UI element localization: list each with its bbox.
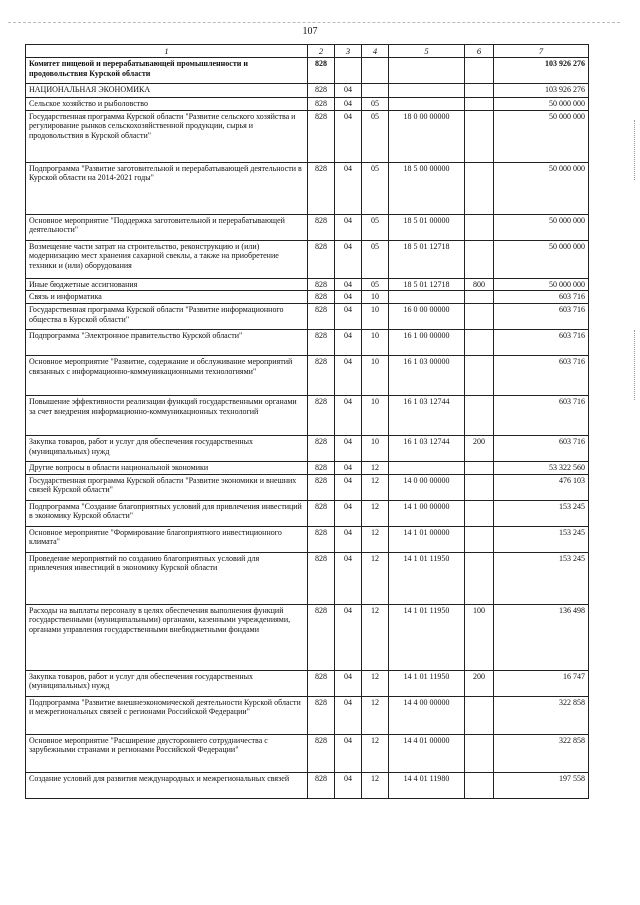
section-code-cell: 04 bbox=[335, 303, 362, 329]
expense-type-cell bbox=[465, 500, 494, 526]
amount-cell: 476 103 bbox=[494, 474, 589, 500]
table-row bbox=[26, 474, 589, 500]
expense-type-cell bbox=[465, 84, 494, 98]
target-article-cell: 14 4 01 00000 bbox=[389, 734, 465, 772]
admin-code-cell: 828 bbox=[308, 110, 335, 162]
column-header: 6 bbox=[465, 45, 494, 58]
subsection-code-cell: 12 bbox=[362, 734, 389, 772]
amount-cell: 153 245 bbox=[494, 526, 589, 552]
expense-type-cell bbox=[465, 461, 494, 474]
expense-type-cell bbox=[465, 696, 494, 734]
table-row bbox=[26, 84, 589, 98]
table-row bbox=[26, 734, 589, 772]
column-header: 5 bbox=[389, 45, 465, 58]
column-header: 1 bbox=[26, 45, 308, 58]
expense-type-cell: 200 bbox=[465, 435, 494, 461]
admin-code-cell: 828 bbox=[308, 604, 335, 670]
row-name-cell: Проведение мероприятий по созданию благоприятных условий для привлечения инвестиций в экономику Курской области bbox=[26, 552, 308, 604]
amount-cell: 50 000 000 bbox=[494, 240, 589, 278]
row-name-cell: Государственная программа Курской области "Развитие экономики и внешних связей Курской области" bbox=[26, 474, 308, 500]
budget-table bbox=[25, 44, 589, 799]
target-article-cell bbox=[389, 461, 465, 474]
row-name-cell: Расходы на выплаты персоналу в целях обеспечения выполнения функций государственными (муниципальными) органами, казенными учреждениями, органами управления государственными внебюджетными фондами bbox=[26, 604, 308, 670]
target-article-cell: 14 0 00 00000 bbox=[389, 474, 465, 500]
amount-cell: 16 747 bbox=[494, 670, 589, 696]
expense-type-cell bbox=[465, 240, 494, 278]
expense-type-cell bbox=[465, 58, 494, 84]
subsection-code-cell: 05 bbox=[362, 240, 389, 278]
column-header: 3 bbox=[335, 45, 362, 58]
subsection-code-cell: 05 bbox=[362, 110, 389, 162]
section-code-cell: 04 bbox=[335, 500, 362, 526]
target-article-cell: 16 0 00 00000 bbox=[389, 303, 465, 329]
amount-cell: 50 000 000 bbox=[494, 98, 589, 111]
table-row bbox=[26, 772, 589, 798]
amount-cell: 197 558 bbox=[494, 772, 589, 798]
target-article-cell: 18 5 01 12718 bbox=[389, 240, 465, 278]
column-header: 2 bbox=[308, 45, 335, 58]
row-name-cell: Иные бюджетные ассигнования bbox=[26, 278, 308, 291]
target-article-cell: 16 1 03 12744 bbox=[389, 395, 465, 435]
target-article-cell bbox=[389, 84, 465, 98]
target-article-cell: 14 4 01 11980 bbox=[389, 772, 465, 798]
expense-type-cell bbox=[465, 734, 494, 772]
row-name-cell: Сельское хозяйство и рыболовство bbox=[26, 98, 308, 111]
amount-cell: 50 000 000 bbox=[494, 214, 589, 240]
admin-code-cell: 828 bbox=[308, 303, 335, 329]
subsection-code-cell: 10 bbox=[362, 291, 389, 304]
section-code-cell: 04 bbox=[335, 395, 362, 435]
page-number: 107 bbox=[302, 26, 318, 37]
target-article-cell: 16 1 03 00000 bbox=[389, 355, 465, 395]
expense-type-cell bbox=[465, 526, 494, 552]
section-code-cell: 04 bbox=[335, 214, 362, 240]
table-row bbox=[26, 110, 589, 162]
expense-type-cell bbox=[465, 355, 494, 395]
row-name-cell: Подпрограмма "Электронное правительство Курской области" bbox=[26, 329, 308, 355]
row-name-cell: Связь и информатика bbox=[26, 291, 308, 304]
target-article-cell: 14 1 01 00000 bbox=[389, 526, 465, 552]
admin-code-cell: 828 bbox=[308, 435, 335, 461]
section-code-cell: 04 bbox=[335, 552, 362, 604]
target-article-cell: 14 1 01 11950 bbox=[389, 604, 465, 670]
table-row bbox=[26, 552, 589, 604]
admin-code-cell: 828 bbox=[308, 84, 335, 98]
section-code-cell: 04 bbox=[335, 604, 362, 670]
admin-code-cell: 828 bbox=[308, 214, 335, 240]
row-name-cell: Создание условий для развития международных и межрегиональных связей bbox=[26, 772, 308, 798]
table-row bbox=[26, 670, 589, 696]
column-header: 7 bbox=[494, 45, 589, 58]
target-article-cell: 16 1 00 00000 bbox=[389, 329, 465, 355]
subsection-code-cell: 10 bbox=[362, 395, 389, 435]
amount-cell: 603 716 bbox=[494, 291, 589, 304]
admin-code-cell: 828 bbox=[308, 395, 335, 435]
table-row bbox=[26, 291, 589, 304]
target-article-cell: 16 1 03 12744 bbox=[389, 435, 465, 461]
expense-type-cell bbox=[465, 162, 494, 214]
subsection-code-cell: 10 bbox=[362, 435, 389, 461]
row-name-cell: Закупка товаров, работ и услуг для обеспечения государственных (муниципальных) нужд bbox=[26, 670, 308, 696]
subsection-code-cell: 12 bbox=[362, 526, 389, 552]
subsection-code-cell: 12 bbox=[362, 552, 389, 604]
admin-code-cell: 828 bbox=[308, 278, 335, 291]
table-row bbox=[26, 329, 589, 355]
admin-code-cell: 828 bbox=[308, 162, 335, 214]
table-row bbox=[26, 278, 589, 291]
row-name-cell: Другие вопросы в области национальной экономики bbox=[26, 461, 308, 474]
row-name-cell: Основное мероприятие "Расширение двустороннего сотрудничества с зарубежными странами и регионами Российской Федерации" bbox=[26, 734, 308, 772]
subsection-code-cell: 12 bbox=[362, 474, 389, 500]
amount-cell: 322 858 bbox=[494, 734, 589, 772]
amount-cell: 603 716 bbox=[494, 303, 589, 329]
amount-cell: 153 245 bbox=[494, 552, 589, 604]
row-name-cell: Комитет пищевой и перерабатывающей промышленности и продовольствия Курской области bbox=[26, 58, 308, 84]
expense-type-cell bbox=[465, 772, 494, 798]
table-row bbox=[26, 435, 589, 461]
admin-code-cell: 828 bbox=[308, 474, 335, 500]
table-row bbox=[26, 98, 589, 111]
section-code-cell: 04 bbox=[335, 291, 362, 304]
expense-type-cell bbox=[465, 395, 494, 435]
section-code-cell: 04 bbox=[335, 526, 362, 552]
target-article-cell bbox=[389, 58, 465, 84]
admin-code-cell: 828 bbox=[308, 355, 335, 395]
target-article-cell: 18 5 01 12718 bbox=[389, 278, 465, 291]
row-name-cell: Повышение эффективности реализации функций государственными органами за счет внедрения информационно-коммуникационных технологий bbox=[26, 395, 308, 435]
amount-cell: 103 926 276 bbox=[494, 84, 589, 98]
section-code-cell: 04 bbox=[335, 278, 362, 291]
table-row bbox=[26, 696, 589, 734]
subsection-code-cell: 10 bbox=[362, 329, 389, 355]
section-code-cell: 04 bbox=[335, 670, 362, 696]
table-row bbox=[26, 526, 589, 552]
column-header: 4 bbox=[362, 45, 389, 58]
section-code-cell: 04 bbox=[335, 240, 362, 278]
section-code-cell: 04 bbox=[335, 98, 362, 111]
row-name-cell: Подпрограмма "Развитие заготовительной и перерабатывающей деятельности в Курской области на 2014-2021 годы" bbox=[26, 162, 308, 214]
admin-code-cell: 828 bbox=[308, 552, 335, 604]
expense-type-cell bbox=[465, 110, 494, 162]
amount-cell: 322 858 bbox=[494, 696, 589, 734]
row-name-cell: Закупка товаров, работ и услуг для обеспечения государственных (муниципальных) нужд bbox=[26, 435, 308, 461]
target-article-cell: 18 0 00 00000 bbox=[389, 110, 465, 162]
amount-cell: 53 322 560 bbox=[494, 461, 589, 474]
subsection-code-cell: 12 bbox=[362, 772, 389, 798]
subsection-code-cell: 12 bbox=[362, 500, 389, 526]
table-row bbox=[26, 303, 589, 329]
row-name-cell: НАЦИОНАЛЬНАЯ ЭКОНОМИКА bbox=[26, 84, 308, 98]
expense-type-cell: 200 bbox=[465, 670, 494, 696]
subsection-code-cell bbox=[362, 84, 389, 98]
section-code-cell: 04 bbox=[335, 329, 362, 355]
section-code-cell: 04 bbox=[335, 696, 362, 734]
amount-cell: 603 716 bbox=[494, 435, 589, 461]
amount-cell: 603 716 bbox=[494, 329, 589, 355]
table-row bbox=[26, 500, 589, 526]
expense-type-cell bbox=[465, 98, 494, 111]
section-code-cell: 04 bbox=[335, 474, 362, 500]
subsection-code-cell: 12 bbox=[362, 696, 389, 734]
target-article-cell: 18 5 01 00000 bbox=[389, 214, 465, 240]
amount-cell: 103 926 276 bbox=[494, 58, 589, 84]
row-name-cell: Государственная программа Курской области "Развитие сельского хозяйства и регулирование рынков сельскохозяйственной продукции, сырья и продовольствия в Курской области" bbox=[26, 110, 308, 162]
table-row bbox=[26, 162, 589, 214]
table-row bbox=[26, 395, 589, 435]
row-name-cell: Основное мероприятие "Развитие, содержание и обслуживание мероприятий связанных с информационно-коммуникационными технологиями" bbox=[26, 355, 308, 395]
expense-type-cell bbox=[465, 291, 494, 304]
amount-cell: 136 498 bbox=[494, 604, 589, 670]
admin-code-cell: 828 bbox=[308, 772, 335, 798]
target-article-cell: 18 5 00 00000 bbox=[389, 162, 465, 214]
admin-code-cell: 828 bbox=[308, 696, 335, 734]
target-article-cell: 14 1 00 00000 bbox=[389, 500, 465, 526]
admin-code-cell: 828 bbox=[308, 329, 335, 355]
target-article-cell bbox=[389, 291, 465, 304]
row-name-cell: Основное мероприятие "Формирование благоприятного инвестиционного климата" bbox=[26, 526, 308, 552]
table-row bbox=[26, 240, 589, 278]
amount-cell: 603 716 bbox=[494, 355, 589, 395]
admin-code-cell: 828 bbox=[308, 734, 335, 772]
section-code-cell: 04 bbox=[335, 461, 362, 474]
section-code-cell: 04 bbox=[335, 162, 362, 214]
subsection-code-cell: 12 bbox=[362, 461, 389, 474]
section-code-cell: 04 bbox=[335, 355, 362, 395]
admin-code-cell: 828 bbox=[308, 291, 335, 304]
expense-type-cell bbox=[465, 303, 494, 329]
expense-type-cell bbox=[465, 329, 494, 355]
section-code-cell: 04 bbox=[335, 734, 362, 772]
table-row bbox=[26, 214, 589, 240]
target-article-cell: 14 4 00 00000 bbox=[389, 696, 465, 734]
subsection-code-cell: 05 bbox=[362, 214, 389, 240]
expense-type-cell: 100 bbox=[465, 604, 494, 670]
margin-mark bbox=[634, 120, 636, 180]
section-code-cell: 04 bbox=[335, 435, 362, 461]
margin-mark bbox=[634, 330, 636, 400]
expense-type-cell: 800 bbox=[465, 278, 494, 291]
section-code-cell: 04 bbox=[335, 110, 362, 162]
admin-code-cell: 828 bbox=[308, 461, 335, 474]
admin-code-cell: 828 bbox=[308, 526, 335, 552]
admin-code-cell: 828 bbox=[308, 98, 335, 111]
table-row bbox=[26, 58, 589, 84]
section-code-cell: 04 bbox=[335, 84, 362, 98]
subsection-code-cell: 12 bbox=[362, 670, 389, 696]
section-code-cell bbox=[335, 58, 362, 84]
expense-type-cell bbox=[465, 474, 494, 500]
table-row bbox=[26, 604, 589, 670]
subsection-code-cell: 12 bbox=[362, 604, 389, 670]
row-name-cell: Основное мероприятие "Поддержка заготовительной и перерабатывающей деятельности" bbox=[26, 214, 308, 240]
target-article-cell bbox=[389, 98, 465, 111]
target-article-cell: 14 1 01 11950 bbox=[389, 552, 465, 604]
target-article-cell: 14 1 01 11950 bbox=[389, 670, 465, 696]
amount-cell: 50 000 000 bbox=[494, 110, 589, 162]
table-row bbox=[26, 461, 589, 474]
amount-cell: 153 245 bbox=[494, 500, 589, 526]
admin-code-cell: 828 bbox=[308, 500, 335, 526]
amount-cell: 50 000 000 bbox=[494, 278, 589, 291]
admin-code-cell: 828 bbox=[308, 240, 335, 278]
amount-cell: 603 716 bbox=[494, 395, 589, 435]
table-row bbox=[26, 355, 589, 395]
subsection-code-cell: 05 bbox=[362, 278, 389, 291]
subsection-code-cell: 10 bbox=[362, 355, 389, 395]
subsection-code-cell: 05 bbox=[362, 98, 389, 111]
row-name-cell: Государственная программа Курской области "Развитие информационного общества в Курской области" bbox=[26, 303, 308, 329]
top-edge-line bbox=[8, 22, 620, 23]
subsection-code-cell bbox=[362, 58, 389, 84]
row-name-cell: Возмещение части затрат на строительство, реконструкцию и (или) модернизацию мест хранения сахарной свеклы, а также на приобретение техники и (или) оборудования bbox=[26, 240, 308, 278]
subsection-code-cell: 05 bbox=[362, 162, 389, 214]
row-name-cell: Подпрограмма "Развитие внешнеэкономической деятельности Курской области и межрегиональных связей с регионами Российской Федерации" bbox=[26, 696, 308, 734]
row-name-cell: Подпрограмма "Создание благоприятных условий для привлечения инвестиций в экономику Курской области" bbox=[26, 500, 308, 526]
amount-cell: 50 000 000 bbox=[494, 162, 589, 214]
admin-code-cell: 828 bbox=[308, 58, 335, 84]
expense-type-cell bbox=[465, 214, 494, 240]
expense-type-cell bbox=[465, 552, 494, 604]
section-code-cell: 04 bbox=[335, 772, 362, 798]
column-number-row bbox=[26, 45, 589, 58]
subsection-code-cell: 10 bbox=[362, 303, 389, 329]
admin-code-cell: 828 bbox=[308, 670, 335, 696]
